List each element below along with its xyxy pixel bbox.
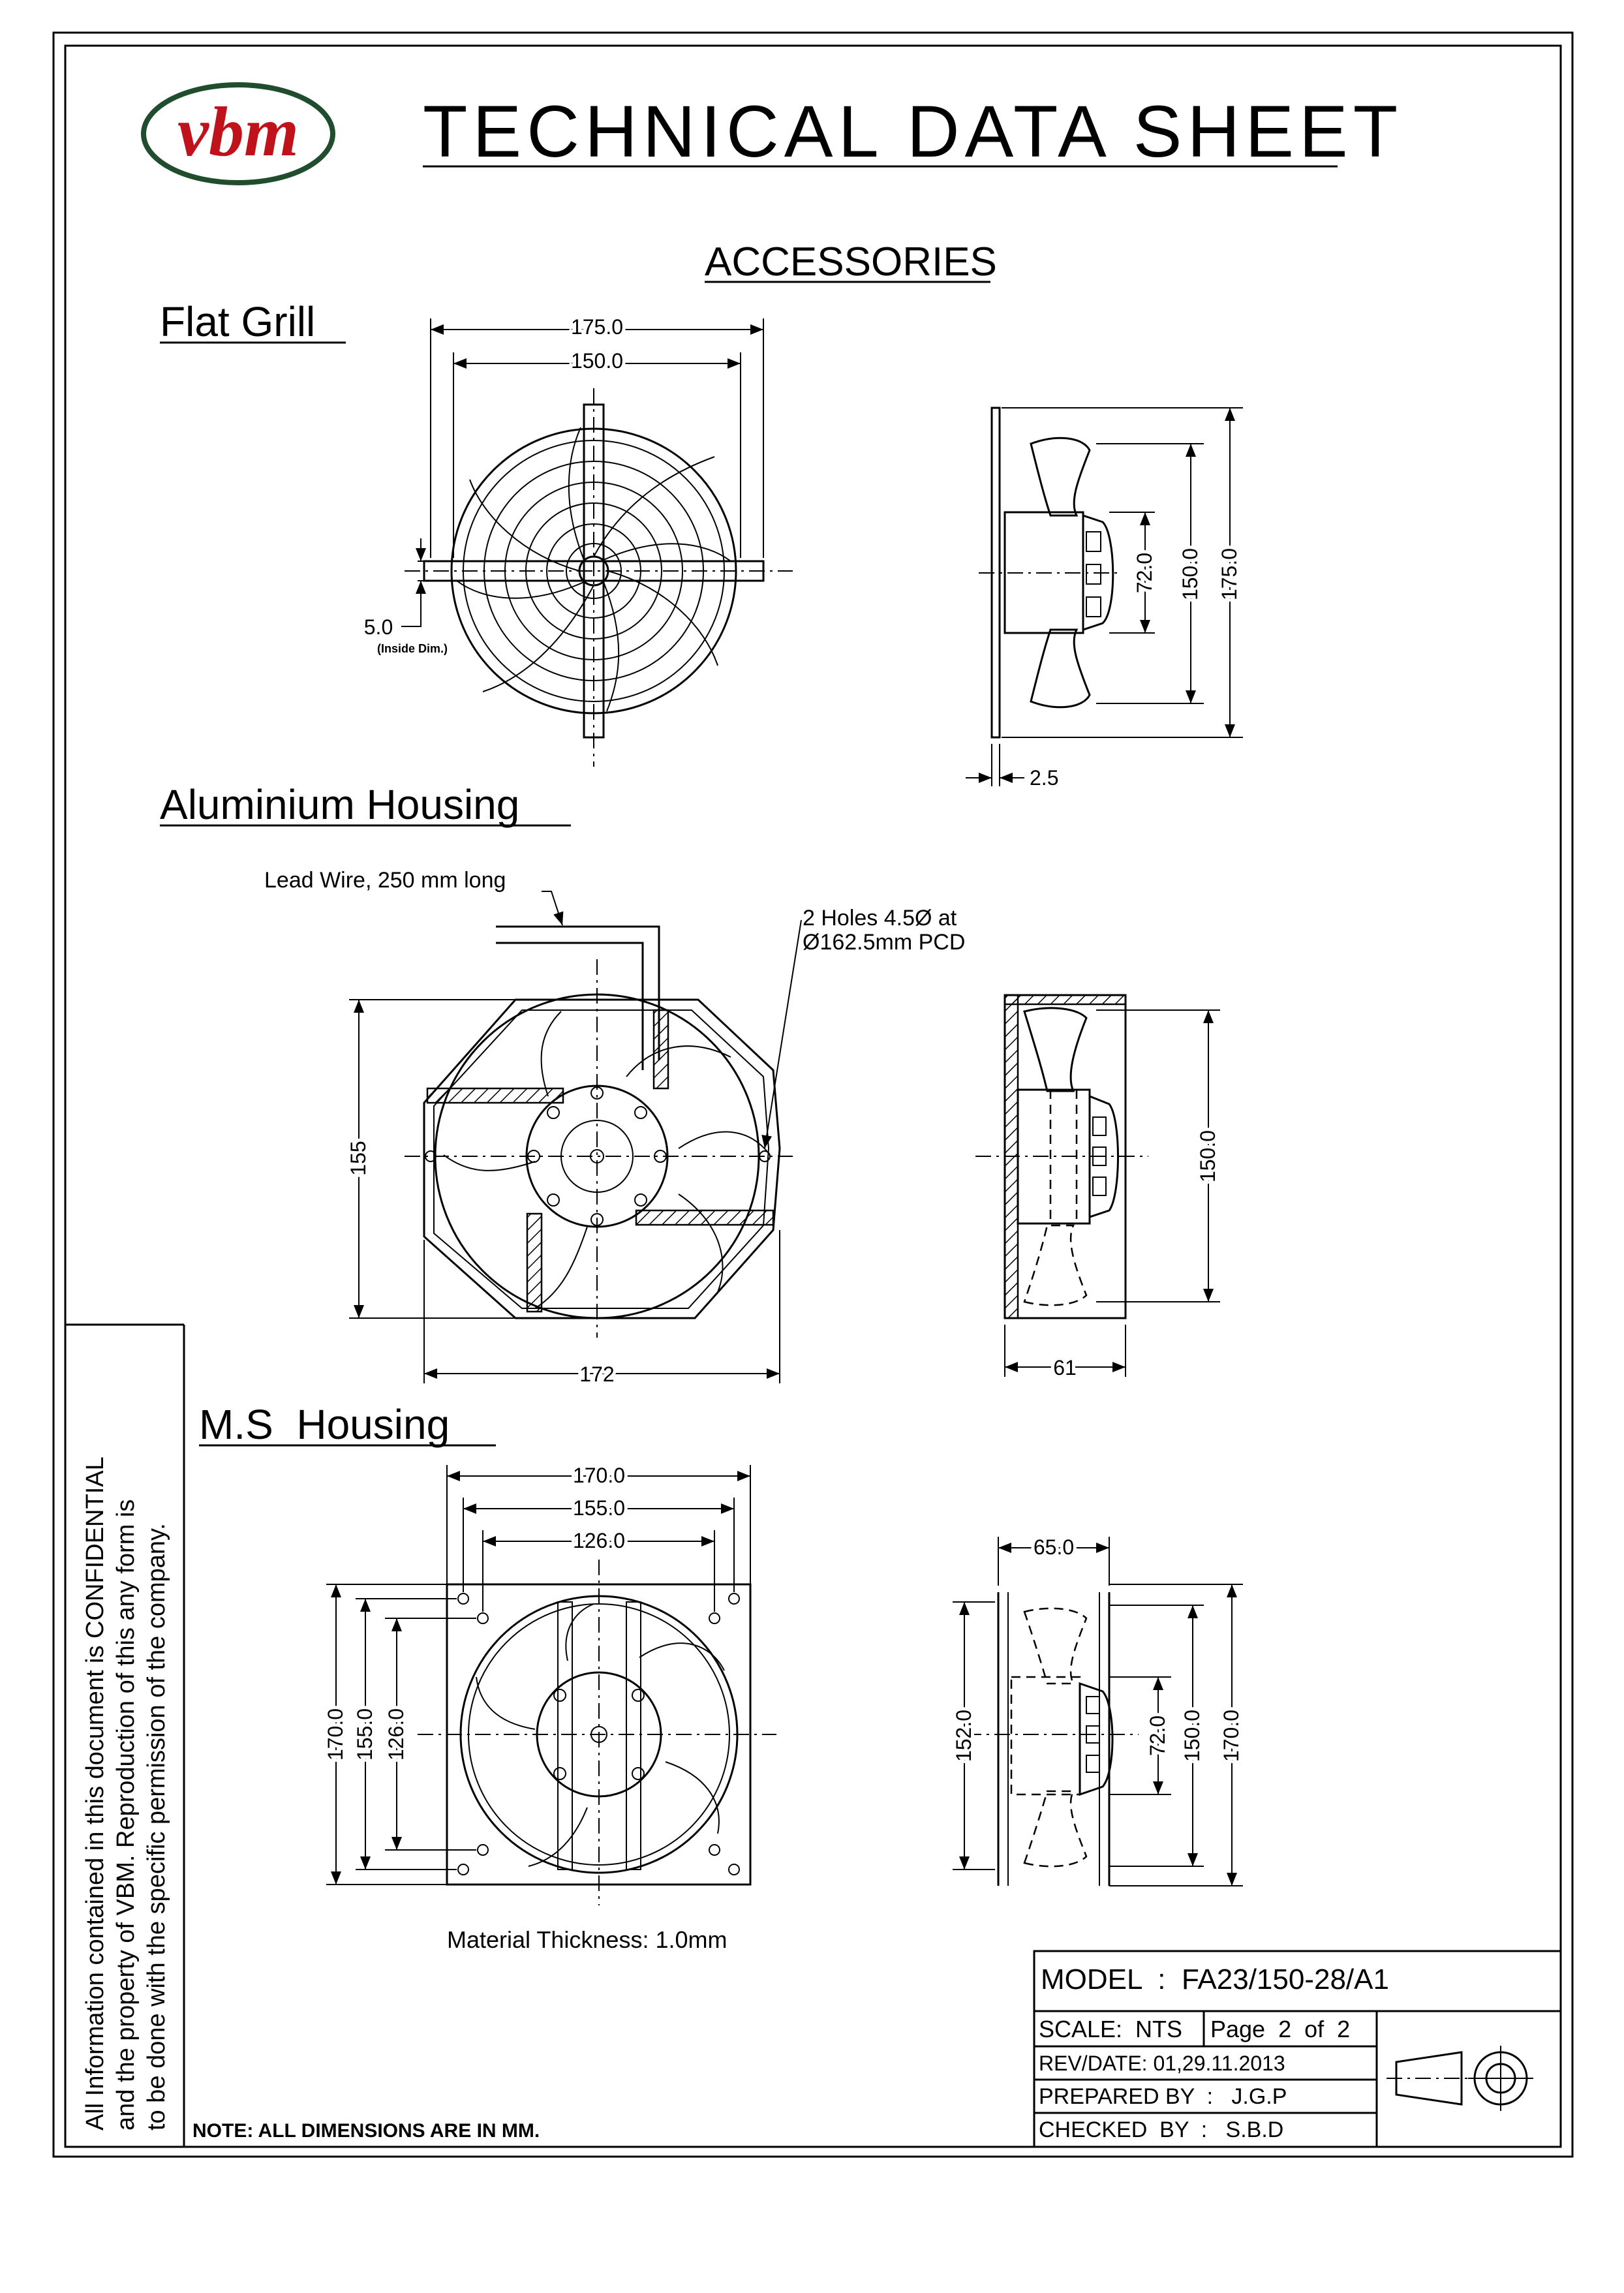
ms-side72-label: 72.0 [1146,1715,1169,1757]
side-150-label: 150.0 [1178,547,1202,601]
holes-label-line2: Ø162.5mm PCD [803,930,966,955]
aluminium-housing-heading: Aluminium Housing [160,781,520,828]
prepared-by-label: PREPARED BY : J.G.P [1039,2084,1287,2109]
rev-date-label: REV/DATE: 01,29.11.2013 [1039,2052,1285,2075]
confidential-panel [65,1325,184,2147]
lead-wire-label: Lead Wire, 250 mm long [264,868,506,893]
holes-leader [765,920,801,1148]
vbm-logo [144,85,333,183]
side-175-label: 175.0 [1218,547,1241,601]
aluminium-housing-side-view [975,995,1148,1318]
ms-dim-170-label: 170.0 [572,1464,626,1487]
flat-grill-side-dimensions [966,408,1243,790]
ms-side152-label: 152.0 [952,1709,975,1762]
model-label: MODEL : FA23/150-28/A1 [1041,1963,1389,1995]
aluminium-housing-front-view [405,927,793,1338]
side-150-alu-label: 150.0 [1196,1130,1219,1183]
confidential-line1: All Information contained in this document is CONFIDENTIAL [82,1456,109,2131]
ms-h170-label: 170.0 [324,1708,347,1761]
flat-grill-front-view [405,388,793,767]
depth-61-label: 61 [1053,1356,1077,1379]
outer-border [54,33,1572,2157]
ms-h155-label: 155.0 [353,1708,376,1761]
dim-155-label: 155 [346,1141,370,1176]
ms-housing-heading: M.S Housing [199,1401,450,1448]
holes-label-line1: 2 Holes 4.5Ø at [803,906,957,931]
dim-150-label: 150.0 [570,349,624,373]
side-72-label: 72.0 [1133,552,1156,594]
scale-label: SCALE: NTS [1039,2016,1183,2042]
ms-dim-126-label: 126.0 [572,1529,626,1552]
material-thickness-label: Material Thickness: 1.0mm [447,1926,728,1953]
ms-housing-front-dimensions [324,1464,750,1885]
ms-side150-label: 150.0 [1180,1709,1204,1762]
page-title: TECHNICAL DATA SHEET [423,91,1403,172]
title-block [1034,1951,1561,2147]
ms-dim-155-label: 155.0 [572,1496,626,1520]
ms-housing-side-view [966,1592,1139,1886]
confidential-line3: to be done with the specific permission of the company. [143,1523,170,2131]
dim-5-note: (Inside Dim.) [376,642,448,655]
aluminium-housing-side-dimensions [1005,1010,1220,1379]
flat-grill-dimensions [364,315,763,655]
dimensions-note: NOTE: ALL DIMENSIONS ARE IN MM. [192,2120,540,2142]
ms-housing-side-dimensions [952,1535,1243,1886]
dim-5-label: 5.0 [363,615,393,639]
page-number-label: Page 2 of 2 [1210,2016,1351,2042]
dim-172-label: 172 [579,1362,615,1386]
logo-text: vbm [177,93,299,171]
ms-depth65-label: 65.0 [1033,1535,1075,1559]
thickness-label: 2.5 [1030,766,1059,790]
projection-symbol-icon [1387,2046,1533,2111]
ms-h126-label: 126.0 [384,1708,408,1761]
ms-housing-front-view [418,1560,776,1905]
ms-side170-label: 170.0 [1219,1709,1243,1762]
flat-grill-heading: Flat Grill [160,298,316,345]
inner-border [65,46,1561,2147]
checked-by-label: CHECKED BY : S.B.D [1039,2117,1284,2142]
flat-grill-side-view [979,408,1122,737]
aluminium-housing-front-dimensions [346,1000,780,1386]
lead-wire-leader [542,891,562,925]
confidential-line2: and the property of VBM. Reproduction of this any form is [112,1499,140,2131]
dim-175-label: 175.0 [570,315,624,339]
accessories-heading: ACCESSORIES [705,239,997,285]
